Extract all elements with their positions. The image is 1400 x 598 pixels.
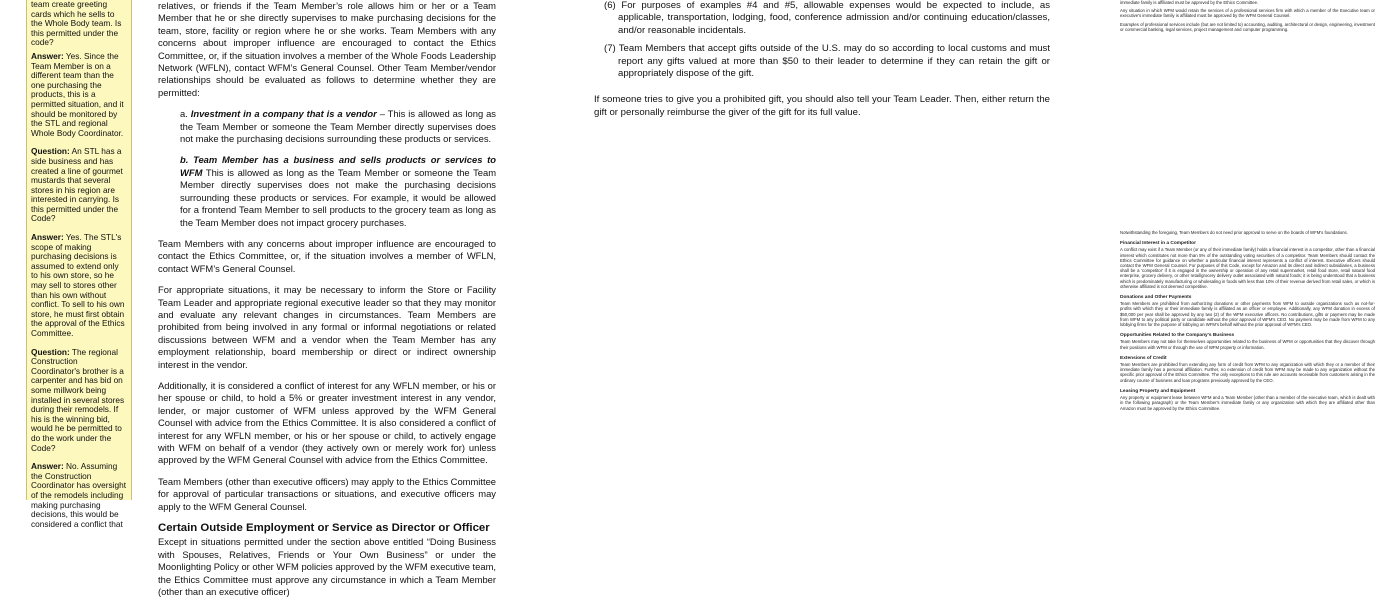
section-heading: Certain Outside Employment or Service as Director or Officer xyxy=(158,522,490,535)
thumb-text: Any situation in which WFM would retain the services of a professional services firm with which a member of the Executive team or executive's immediate family is affiliated must be approved by the WFM General Counsel. xyxy=(1120,8,1375,19)
right-thumbnail-column xyxy=(1120,0,1375,500)
paragraph: Team Members with any concerns about improper influence are encouraged to contact the Ethics Committee, or, if the situation involves a member of WFLN, contact WFM’s General Counsel. xyxy=(158,237,496,274)
qa-text: Yes. Since the Team Member is on a different team than the one purchasing the products, this is a permitted situation, and it should be monitored by the STL and regional Whole Body Coordinator. xyxy=(31,50,124,138)
qa-text: An STL has a side business and has created a line of gourmet mustards that several stores in his region are interested in carrying. Is this permitted under the Code? xyxy=(31,146,123,224)
paragraph: Except in situations permitted under the section above entitled “Doing Business with Spouses, Relatives, Friends or Your Own Business” or under the Moonlighting Policy or other WFM policies approved by the WFM executive team, the Ethics Committee must approve any circumstance in which a Team Member (other than an executive officer) xyxy=(158,536,496,598)
item-b-text: This is allowed as long as the Team Member or someone the Team Member directly supervises does not make the purchasing decisions surrounding these products or services. For example, it would be allowed for a frontend Team Member to sell products to the grocery team as long as the Team Member does not impact grocery purchases. xyxy=(180,166,497,228)
thumb-text: Examples of professional services include (but are not limited to) accounting, auditing, architectural or design, engineering, investment or commercial banking, legal services, project management and computer programming. xyxy=(1120,21,1375,32)
item-a-text: – This is allowed as long as the Team Member or someone the Team Member directly supervises does not make the purchasing decisions surrounding these products or services. xyxy=(180,108,496,145)
thumb-heading: Extensions of Credit xyxy=(1120,355,1167,361)
thumb-heading: Opportunities Related to the Company's Business xyxy=(1120,333,1235,339)
sidebar-fragment: team create greeting cards which he sells to the Whole Body team. Is this permitted under the code? xyxy=(31,0,122,48)
qa-item xyxy=(31,462,127,529)
qa-item xyxy=(31,233,127,339)
thumb-text: A conflict may exist if a Team Member (or any of their immediate family) holds a financial interest in a competitor, other than a financial interest which constitutes not more than 5% of the outstanding voting securities of a competitor. Team Members should contact the Ethics Committee for guidance on whether a particular financial interest represents a conflict of interest. Executive officers should contact the WFM General Counsel. For purposes of this Code, except for Amazon and its direct and indirect subsidiaries, a business shall be a 'competitor' if it is engaged in the ownership or operation of any retail supermarket, retail food store, retail natural food enterprise, grocery delivery, or other retail/grocery delivery outlet associated with natural foods; it is being understood that a business which is predominately manufacturing or wholesaling in foods with less than 10% of their revenue derived from retail sales, or which is otherwise affiliated is not deemed competitive. xyxy=(1120,247,1375,289)
qa-label: Answer: xyxy=(31,461,64,472)
blank-gap xyxy=(1120,35,1375,230)
list-item-7: (7) Team Members that accept gifts outside of the U.S. may do so according to local customs and must report any gifts valued at more than $50 to their leader to determine if they can retain the gift or appropriately dispose of the gift. xyxy=(604,43,1050,80)
thumb-text: Team Members are prohibited from authorizing donations or other payments from WFM to outside organizations such as not-for-profits with which they or their immediate family is affiliated as an officer or employee. Additionally, any WFM donation in excess of $50,000 per year shall be approved by any two (2) of the WFM executive officers. No contributions, gifts or payment may be made from WFM to any political party or candidate without the prior approval of WFM's CEO. No payment may be made from WFM to any lobbying firms for the purpose of lobbying on WFM's behalf without the prior approval of WFM's CEO. xyxy=(1120,301,1375,328)
item-a-title: Investment in a company that is a vendor xyxy=(190,108,377,120)
qa-label: Question: xyxy=(31,146,70,157)
intro-paragraph: relatives, or friends if the Team Member’s role allows him or her or a Team Member that he or she directly supervises to make purchasing decisions for the team, store, facility or region where he or she works. Team Members with any concerns about improper influence are encouraged to contact the Ethics Committee, or, if the situation involves a member of the Whole Foods Leadership Network (WFLN), contact WFM’s General Counsel. Other Team Member/vendor relationships should be evaluated as follows to determine whether they are permitted: xyxy=(158,0,496,98)
thumb-text: Any property or equipment lease between WFM and a Team Member (other than a member of the executive team, which is dealt with in the following paragraph) or the Team Member's immediate family or any organization with which they are affiliated other than Amazon must be approved by the Ethics Committee. xyxy=(1120,395,1375,411)
qa-text: Yes. The STL's scope of making purchasing decisions is assumed to extend only to his own store, so he may sell to stores other than his own without conflict. To sell to his own store, he must first obtain the approval of the Ethics Committee. xyxy=(31,232,125,338)
thumb-heading: Financial Interest in a Competitor xyxy=(1120,241,1196,247)
list-item-6: (6) For purposes of examples #4 and #5, allowable expenses would be expected to include, as applicable, transportation, lodging, food, conference admission and/or continuing education/classes, and/or reasonable incidentals. xyxy=(604,0,1050,36)
item-b-title: b. Team Member has a business and sells products or services to WFM xyxy=(180,154,496,178)
qa-item xyxy=(31,147,127,224)
qa-label: Question: xyxy=(31,346,70,357)
qa-item xyxy=(31,52,127,138)
middle-column xyxy=(594,0,1050,500)
thumb-heading: Donations and Other Payments xyxy=(1120,295,1192,301)
paragraph: For appropriate situations, it may be necessary to inform the Store or Facility Team Leader and appropriate regional executive leader so that they may monitor and evaluate any relevant changes in circumstances. Team Members are prohibited from being involved in any formal or informal negotiations or related discussions between WFM and a vendor when the Team Member has any employment relationship, board membership or direct or indirect ownership interest in the vendor. xyxy=(158,284,496,370)
main-column xyxy=(158,0,497,598)
item-b xyxy=(158,154,496,228)
thumb-text: Team Members may not take for themselves opportunities related to the business of WFM or opportunities that they discover through their positions with WFM or through the use of WFM property or information. xyxy=(1120,339,1375,350)
thumb-text: immediate family is affiliated must be approved by the Ethics Committee. xyxy=(1120,0,1259,5)
thumb-text: Notwithstanding the foregoing, Team Members do not need prior approval to serve on the boards of WFM's foundations. xyxy=(1120,230,1348,236)
thumb-heading: Leasing Property and Equipment xyxy=(1120,388,1196,394)
qa-item xyxy=(31,348,127,454)
qa-text: No. Assuming the Construction Coordinator has oversight of the remodels including making purchasing decisions, this would be considered a conflict that xyxy=(31,461,127,529)
qa-label: Answer: xyxy=(31,50,64,61)
paragraph: Team Members (other than executive officers) may apply to the Ethics Committee for approval of particular transactions or situations, and executive officers may apply to the WFM General Counsel. xyxy=(158,475,496,512)
qa-text: The regional Construction Coordinator's brother is a carpenter and has bid on some millwork being installed in several stores during their remodels. If his is the winning bid, would he be permitted to do the work under the Code? xyxy=(31,346,125,453)
item-a: a. Investment in a company that is a vendor – This is allowed as long as the Team Member or someone the Team Member directly supervises does not make the purchasing decisions surrounding these products or services. xyxy=(180,108,496,145)
qa-label: Answer: xyxy=(31,232,64,243)
paragraph: Additionally, it is considered a conflict of interest for any WFLN member, or his or her spouse or child, to hold a 5% or greater investment interest in any vendor, lender, or major customer of WFM unless approved by the WFM General Counsel with advice from the Ethics Committee. It is also considered a conflict of interest for any WFLN member, or his or her spouse or child, to actively engage with WFM on behalf of a vendor (they actively own or merely work for) unless approved by the WFM General Counsel with advice from the Ethics Committee. xyxy=(158,379,496,466)
faq-sidebar xyxy=(26,0,132,529)
thumb-text: Team Members are prohibited from extending any form of credit from WFM to any organization with which they or a member of their immediate family has a personal affiliation. Further, no extension of credit from WFM may be made to any organization without the specific prior approval of the Ethics Committee. The only exceptions to this rule are accounts receivable from customers arising in the ordinary course of business and loan programs previously approved by the CEO. xyxy=(1120,362,1375,383)
prohibited-gift-paragraph: If someone tries to give you a prohibited gift, you should also tell your Team Leader. Then, either return the gift or personally reimburse the giver of the gift for its full value. xyxy=(594,94,1050,118)
